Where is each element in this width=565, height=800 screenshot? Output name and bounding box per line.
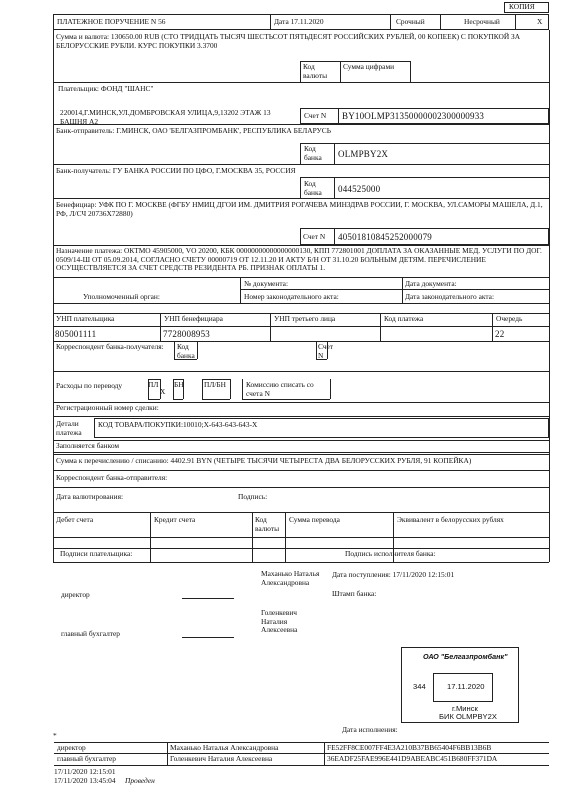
currency-code-label: Код валюты bbox=[303, 62, 328, 80]
registration-label: Регистрационный номер сделки: bbox=[56, 403, 159, 412]
recipient-bank-code-label: Код банка bbox=[304, 179, 322, 197]
ledger-transfer-sum-label: Сумма перевода bbox=[289, 515, 340, 524]
stamp-bik: БИК OLMPBY2X bbox=[439, 712, 497, 721]
expenses-pl-mark: Х bbox=[160, 387, 166, 396]
ledger-credit-label: Кредит счета bbox=[154, 515, 196, 524]
expenses-bn-label: БН bbox=[174, 380, 184, 389]
unp-third-label: УНП третьего лица bbox=[274, 314, 336, 323]
bank-stamp-label: Штамп банка: bbox=[332, 589, 377, 598]
document-title: ПЛАТЕЖНОЕ ПОРУЧЕНИЕ N 56 bbox=[57, 17, 166, 26]
beneficiary-account: 40501810845252000079 bbox=[338, 232, 432, 242]
payer-address: 220014,Г.МИНСК,УЛ.ДОМБРОВСКАЯ УЛИЦА,9,13202 ЭТАЖ 13 БАШНЯ А2 bbox=[60, 108, 271, 126]
beneficiary-label: Бенефициар: УФК ПО Г. МОСКВЕ (ФГБУ НМИЦ ДГОИ ИМ. ДМИТРИЯ РОГАЧЕВА МИНЗДРАВ РОССИИ, Г. МОСКВА, УЛ.САМОРЫ МАШЕЛА, Д.1, РФ, Л/СЧ 20736Х72880) bbox=[56, 200, 543, 218]
unp-beneficiary-label: УНП бенефициара bbox=[164, 314, 223, 323]
correspondent-label: Корреспондент банка-получателя: bbox=[56, 342, 164, 351]
footer-time-processed: 17/11/2020 13:45:04 bbox=[54, 776, 116, 785]
payer-account: BY10OLMP31350000002300000933 bbox=[342, 111, 485, 121]
stamp-date: 17.11.2020 bbox=[447, 682, 485, 691]
accountant-label: главный бухгалтер bbox=[61, 629, 120, 638]
beneficiary-account-label: Счет N bbox=[303, 232, 326, 241]
sender-bank-code: OLMPBY2X bbox=[338, 149, 389, 159]
unp-payer-value: 805001111 bbox=[55, 329, 97, 339]
non-urgent-mark: Х bbox=[537, 17, 543, 26]
doc-date-label: Дата документа: bbox=[405, 279, 457, 288]
stamp-city: г.Минск bbox=[452, 704, 478, 713]
stamp-bank-name: ОАО "Белгазпромбанк" bbox=[423, 652, 508, 661]
ledger-equivalent-label: Эквивалент в белорусских рублях bbox=[397, 515, 504, 524]
doc-number-label: № документа: bbox=[244, 279, 289, 288]
stamp-number: 344 bbox=[413, 682, 426, 691]
urgent-label: Срочный bbox=[396, 17, 425, 26]
act-date-label: Дата законодательного акта: bbox=[405, 292, 495, 301]
authorized-body-label: Уполномоченный орган: bbox=[83, 292, 160, 301]
amount-digits-label: Сумма цифрами bbox=[343, 62, 395, 71]
value-date-label: Дата валютирования: bbox=[56, 492, 124, 501]
recipient-bank-code: 044525000 bbox=[338, 184, 381, 194]
director-name: Маханько Наталья Александровна bbox=[261, 569, 320, 587]
queue-value: 22 bbox=[495, 329, 505, 339]
payer-label: Плательщик: ФОНД "ШАНС" bbox=[58, 84, 154, 93]
eds-hash: FE52FF8CE007FF4E3A210B37BB65404F6BB13B6B bbox=[327, 743, 492, 752]
queue-label: Очередь bbox=[496, 314, 523, 323]
sender-correspondent-label: Корреспондент банка-отправителя: bbox=[56, 473, 168, 482]
correspondent-code-label: Код банка bbox=[177, 342, 195, 360]
eds-name: Голенкевич Наталия Алексеевна bbox=[170, 754, 273, 763]
payment-purpose: Назначение платежа: ОКТМО 45905000, VO 20200, КБК 00000000000000000130, КПП 772801001 ДОПЛАТА ЗА ОКАЗАННЫЕ МЕД. УСЛУГИ ПО ДОГ. 0509/14-Ш ОТ 05.09.2014, СОГЛАСНО СЧЕТУ 00000719 ОТ 12.11.20 И АКТУ Б/Н ОТ 31.10.20 БОЛЬНЫМ ДЕТЯМ. ПЕРЕЧИСЛЕНИЕ ОСУЩЕСТВЛЯЕТСЯ ЗА СЧЕТ СРЕДСТВ РЕЗИДЕНТА РБ. ПРИЗНАК ОПЛАТЫ 1. bbox=[56, 246, 542, 273]
footer-status: Проведен bbox=[125, 776, 155, 785]
received-date: Дата поступления: 17/11/2020 12:15:01 bbox=[332, 570, 455, 579]
amount-text: Сумма и валюта: 130650.00 RUB (СТО ТРИДЦАТЬ ТЫСЯЧ ШЕСТЬСОТ ПЯТЬДЕСЯТ РОССИЙСКИХ РУБЛЕЙ, 00 КОПЕЕК) С ПОКУПКОЙ ЗА БЕЛОРУССКИЕ РУБЛИ. КУРС ПОКУПКИ 3.3700 bbox=[56, 32, 521, 50]
sender-bank-label: Банк-отправитель: Г.МИНСК, ОАО 'БЕЛГАЗПРОМБАНК', РЕСПУБЛИКА БЕЛАРУСЬ bbox=[56, 126, 331, 135]
recipient-bank-label: Банк-получатель: ГУ БАНКА РОССИИ ПО ЦФО, Г.МОСКВА 35, РОССИЯ bbox=[56, 166, 296, 175]
unp-beneficiary-value: 7728008953 bbox=[163, 329, 210, 339]
footer-time-received: 17/11/2020 12:15:01 bbox=[54, 767, 116, 776]
eds-name: Маханько Наталья Александровна bbox=[170, 743, 279, 752]
eds-hash: 36EADF25FAE996E441D9ABEABC451B680FF371DA bbox=[327, 754, 498, 763]
expenses-pl-label: ПЛ bbox=[148, 380, 159, 389]
star-mark: * bbox=[53, 731, 57, 740]
details-label: Детали платежа bbox=[56, 419, 82, 437]
frame-right bbox=[549, 30, 550, 562]
expenses-label: Расходы по переводу bbox=[56, 381, 123, 390]
act-number-label: Номер законодательного акта: bbox=[244, 292, 339, 301]
copy-label: КОПИЯ bbox=[509, 2, 535, 11]
bank-signature-heading: Подпись исполнителя банка: bbox=[345, 549, 436, 558]
eds-role: главный бухгалтер bbox=[57, 754, 116, 763]
accountant-name: Голенкевич Наталия Алексеевна bbox=[261, 608, 298, 635]
payer-account-label: Счет N bbox=[304, 111, 327, 120]
commission-label: Комиссию списать со счета N bbox=[246, 380, 314, 398]
ledger-currency-code-label: Код валюты bbox=[255, 515, 280, 533]
unp-payer-label: УНП плательщика bbox=[56, 314, 115, 323]
expenses-plbn-label: ПЛ/БН bbox=[204, 380, 226, 389]
eds-role: директор bbox=[57, 743, 86, 752]
credit-sum: Сумма к перечислению / списанию: 4402.91 BYN (ЧЕТЫРЕ ТЫСЯЧИ ЧЕТЫРЕСТА ДВА БЕЛОРУССКИХ РУБЛЯ, 91 КОПЕЙКА) bbox=[56, 456, 472, 465]
document-date: Дата 17.11.2020 bbox=[274, 17, 324, 26]
accountant-signature-line bbox=[182, 637, 234, 638]
correspondent-account-label: Счет N bbox=[318, 342, 334, 360]
bank-fill-label: Заполняется банком bbox=[56, 441, 120, 450]
payment-code-label: Код платежа bbox=[384, 314, 424, 323]
sender-bank-code-label: Код банка bbox=[304, 144, 322, 162]
payer-signatures-heading: Подписи плательщика: bbox=[60, 549, 133, 558]
ledger-debit-label: Дебет счета bbox=[56, 515, 94, 524]
frame-left bbox=[53, 30, 54, 562]
details-value: КОД ТОВАРА/ПОКУПКИ:10010;Х-643-643-643-Х bbox=[98, 420, 258, 429]
signature-label: Подпись: bbox=[238, 492, 268, 501]
execution-date-label: Дата исполнения: bbox=[342, 725, 398, 734]
non-urgent-label: Несрочный bbox=[464, 17, 500, 26]
director-label: директор bbox=[61, 590, 90, 599]
director-signature-line bbox=[182, 598, 234, 599]
